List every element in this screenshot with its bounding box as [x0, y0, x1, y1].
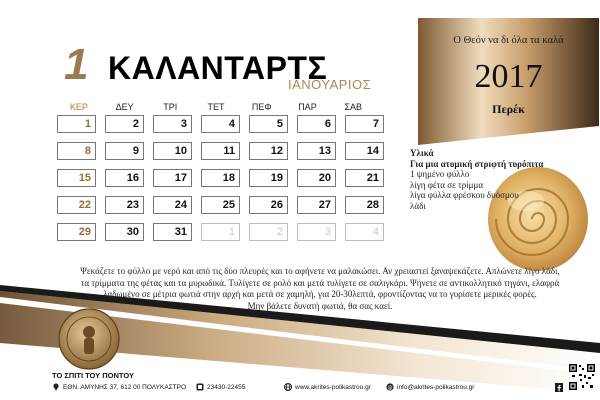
weekday-header: ΤΡΙ [163, 102, 178, 112]
email-icon [386, 383, 394, 391]
day-cell: 4 [201, 115, 240, 133]
recipe-instructions [50, 266, 590, 312]
weekday-header: ΤΕΤ [207, 102, 225, 112]
day-cell: 15 [57, 169, 96, 187]
day-cell: 10 [153, 142, 192, 160]
day-cell-next-month: 4 [345, 223, 384, 241]
month-number: 1 [64, 40, 89, 89]
calendar-grid [57, 115, 377, 243]
day-cell: 29 [57, 223, 96, 241]
day-cell: 14 [345, 142, 384, 160]
day-cell-next-month: 1 [201, 223, 240, 241]
day-cell: 25 [201, 196, 240, 214]
seal-logo [58, 308, 120, 370]
day-cell: 1 [57, 115, 96, 133]
email-link[interactable]: info@akrites-polikastrou.gr [397, 383, 475, 391]
day-cell-next-month: 3 [297, 223, 336, 241]
day-cell: 11 [201, 142, 240, 160]
svg-text:@: @ [387, 384, 393, 391]
day-cell: 28 [345, 196, 384, 214]
weekday-header: ΠΕΦ [251, 102, 272, 112]
day-cell: 17 [153, 169, 192, 187]
ingredient-item: 1 ψημένο φύλλο [410, 169, 470, 179]
day-cell: 9 [105, 142, 144, 160]
year-label: 2017 [474, 58, 543, 95]
day-cell: 5 [249, 115, 288, 133]
address-text: ΕΘΝ. ΑΜΥΝΗΣ 37, 612 00 ΠΟΛΥΚΑΣΤΡΟ [63, 383, 187, 391]
facebook-icon[interactable] [555, 383, 563, 392]
day-cell: 19 [249, 169, 288, 187]
phone-text: 23430-22455 [207, 383, 246, 391]
day-cell: 23 [105, 196, 144, 214]
day-cell: 30 [105, 223, 144, 241]
weekday-header: ΔΕΥ [115, 102, 134, 112]
day-cell: 27 [297, 196, 336, 214]
website-line[interactable] [284, 383, 371, 391]
month-subtitle: ΙΑΝΟΥΑΡΙΟΣ [288, 77, 372, 92]
greeting-text: Ο Θεόν να δι όλα τα καλά [453, 35, 564, 46]
day-cell: 6 [297, 115, 336, 133]
website-link[interactable]: www.akrites-polikastrou.gr [295, 383, 371, 391]
instruction-line: Ψεκάζετε το φύλλο με νερό και από τις δύο πλευρές και το αφήνετε να μαλακώσει. Αν χρειαστεί ξαναψεκάζετε. Απλώνετε λίγο λάδι, [80, 266, 560, 276]
recipe-ingredients-heading: Υλικά [410, 148, 434, 158]
globe-icon [284, 383, 292, 391]
day-cell-next-month: 2 [249, 223, 288, 241]
weekday-header: ΚΕΡ [69, 102, 88, 112]
phone-line [196, 383, 245, 391]
weekday-header: ΣΑΒ [344, 102, 362, 112]
day-cell: 8 [57, 142, 96, 160]
address-line [52, 383, 186, 391]
instruction-line: λαδωμένο σε μέτρια φωτιά στην αρχή και μετά σε χαμηλή, για 20-30λεπτά, φροντίζοντας να το γυρίσετε μερικές φορές. [103, 289, 537, 299]
day-cell: 22 [57, 196, 96, 214]
day-cell: 18 [201, 169, 240, 187]
ingredient-item: λίγα φύλλα φρέσκου δυόσμου [410, 190, 519, 200]
day-cell: 3 [153, 115, 192, 133]
day-cell: 16 [105, 169, 144, 187]
day-cell: 24 [153, 196, 192, 214]
day-cell: 2 [105, 115, 144, 133]
day-cell: 13 [297, 142, 336, 160]
weekday-headers [56, 102, 376, 116]
ingredient-item: λάδι [410, 200, 426, 211]
day-cell: 12 [249, 142, 288, 160]
day-cell: 26 [249, 196, 288, 214]
weekday-header: ΠΑΡ [298, 102, 317, 112]
phone-icon [196, 383, 204, 391]
ingredient-item: λίγη φέτα σε τρίμμα [410, 179, 484, 190]
recipe-name: Περέκ [492, 102, 525, 116]
instruction-line: τα τρίμματα της φέτας και τα μυρωδικά. Τυλίγετε σε ρολό και μετά τυλίγετε σε σαλιγκάρι. Ψήνετε σε αντικολλητικό τηγάνι, ελαφρά [80, 277, 560, 288]
instruction-line: Μην βάλετε δυνατή φωτιά, θα σας καεί. [247, 300, 393, 311]
day-cell: 31 [153, 223, 192, 241]
recipe-block [410, 148, 588, 211]
organization-name: ΤΟ ΣΠΙΤΙ ΤΟΥ ΠΟΝΤΟΥ [52, 371, 135, 380]
day-cell: 7 [345, 115, 384, 133]
qr-code-icon [568, 363, 596, 391]
recipe-subtitle: Για μια ατομική στριφτή τυρόπιτα [410, 158, 544, 169]
day-cell: 20 [297, 169, 336, 187]
map-pin-icon [52, 383, 60, 391]
email-line[interactable] [386, 383, 474, 391]
month-title: ΚΑΛΑΝΤΑΡΤΣ [108, 50, 328, 86]
day-cell: 21 [345, 169, 384, 187]
